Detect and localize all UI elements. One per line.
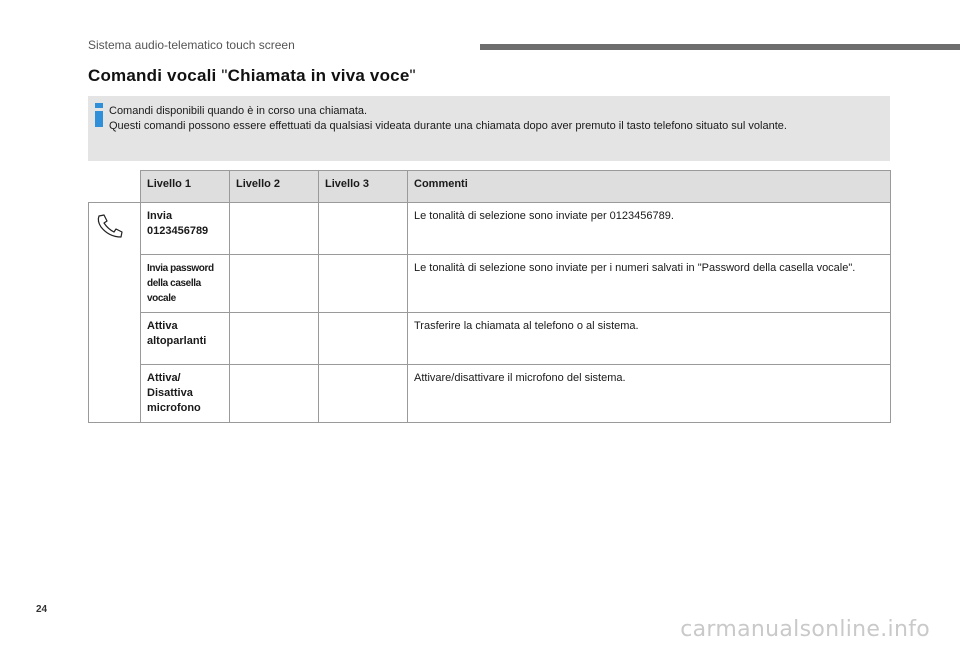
header-level-3: Livello 3: [319, 171, 408, 203]
title-close-quote: ": [409, 66, 416, 85]
table-header-row: [89, 171, 891, 203]
section-title: Sistema audio-telematico touch screen: [88, 38, 295, 52]
phone-icon-cell: [89, 203, 141, 423]
row-4-comment: Attivare/disattivare il microfono del sistema.: [408, 365, 891, 423]
header-comments: Commenti: [408, 171, 891, 203]
title-highlight: Chiamata in viva voce: [227, 66, 410, 85]
row-2-level-1: Invia password della casella vocale: [141, 255, 230, 313]
table-header-blank: [89, 171, 141, 203]
row-2-comment: Le tonalità di selezione sono inviate per i numeri salvati in "Password della casella vocale".: [408, 255, 891, 313]
voice-commands-table: [88, 170, 891, 423]
page-title: [88, 66, 416, 86]
table-row: [89, 255, 891, 313]
header-bar: [480, 44, 960, 50]
row-1-comment: Le tonalità di selezione sono inviate per 0123456789.: [408, 203, 891, 255]
table-row: [89, 365, 891, 423]
info-icon: [95, 103, 103, 127]
phone-handset-icon: [95, 213, 125, 244]
header-level-2: Livello 2: [230, 171, 319, 203]
info-text: [109, 104, 882, 134]
row-3-level-1: Attiva altoparlanti: [141, 313, 230, 365]
page-number: 24: [36, 604, 48, 615]
table-row: [89, 313, 891, 365]
title-main: Comandi vocali: [88, 66, 217, 85]
info-line-1: Comandi disponibili quando è in corso una chiamata.: [109, 105, 368, 117]
info-box: [88, 96, 890, 161]
row-4-level-2: [230, 365, 319, 423]
row-3-level-2: [230, 313, 319, 365]
row-1-level-3: [319, 203, 408, 255]
watermark: carmanualsonline.info: [680, 617, 930, 642]
title-open-quote: ": [221, 66, 228, 85]
row-4-level-3: [319, 365, 408, 423]
row-1-level-2: [230, 203, 319, 255]
table-row: [89, 203, 891, 255]
row-1-level-1: Invia 0123456789: [141, 203, 230, 255]
row-3-level-3: [319, 313, 408, 365]
info-line-2: Questi comandi possono essere effettuati da qualsiasi videata durante una chiamata dopo aver premuto il tasto telefono situato sul volante.: [109, 120, 787, 132]
row-3-comment: Trasferire la chiamata al telefono o al sistema.: [408, 313, 891, 365]
row-2-level-2: [230, 255, 319, 313]
header-level-1: Livello 1: [141, 171, 230, 203]
row-4-level-1: Attiva/ Disattiva microfono: [141, 365, 230, 423]
row-2-level-3: [319, 255, 408, 313]
